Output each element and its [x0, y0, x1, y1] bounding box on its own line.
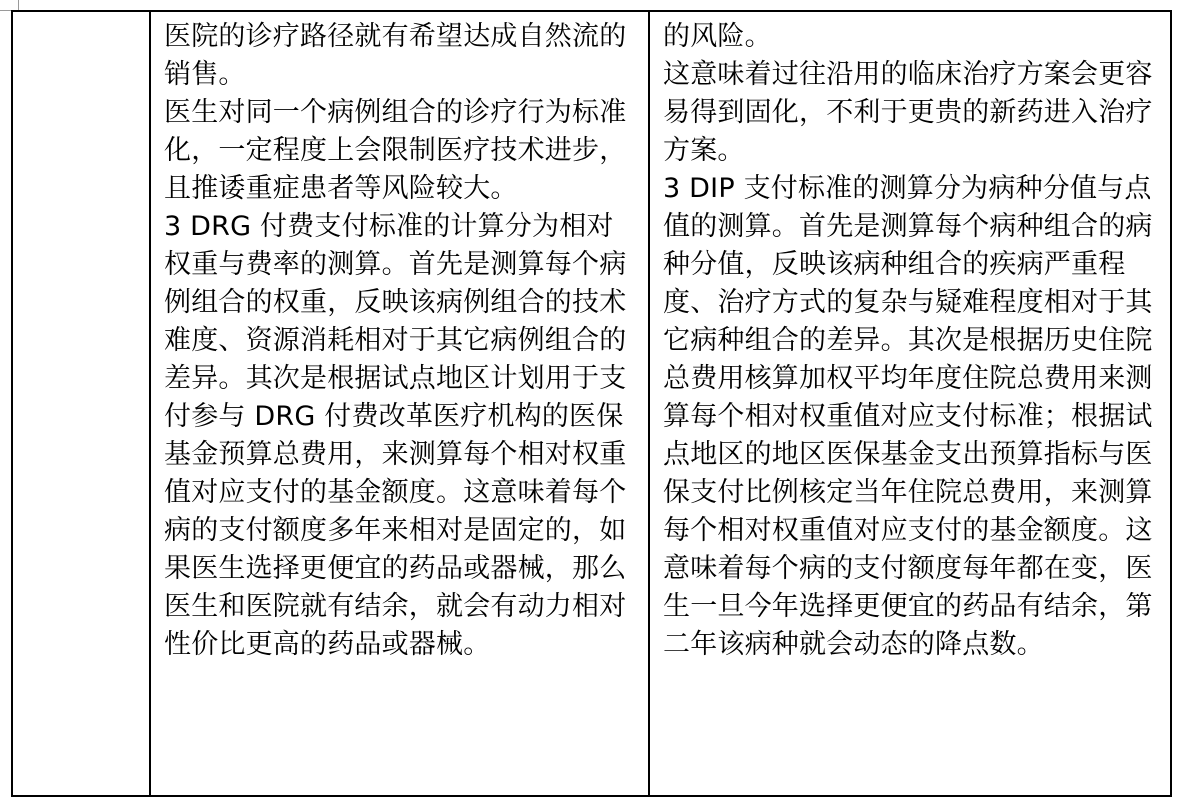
comparison-table: [11, 10, 1172, 797]
table-cell-dip: [649, 11, 1171, 796]
dip-paragraph-1: 的风险。: [663, 21, 772, 52]
table-cell-drg: [150, 11, 649, 796]
drg-paragraph-2: 医生对同一个病例组合的诊疗行为标准化，一定程度上会限制医疗技术进步，且推诿重症患者等风险较大。: [164, 97, 627, 204]
table-cell-empty: [12, 11, 150, 796]
table-row: [12, 11, 1171, 796]
drg-paragraph-3: 3 DRG 付费支付标准的计算分为相对权重与费率的测算。首先是测算每个病例组合的权重，反映该病例组合的技术难度、资源消耗相对于其它病例组合的差异。其次是根据试点地区计划用于支付参与 DRG 付费改革医疗机构的医保基金预算总费用，来测算每个相对权重值对应支付的基金额度。这意味着每个病的支付额度多年来相对是固定的，如果医生选择更便宜的药品或器械，那么医生和医院就有结余，就会有动力相对性价比更高的药品或器械。: [164, 211, 627, 660]
dip-paragraph-2: 这意味着过往沿用的临床治疗方案会更容易得到固化，不利于更贵的新药进入治疗方案。: [663, 59, 1153, 166]
dip-cell-text: [650, 12, 1170, 664]
drg-cell-text: [151, 12, 648, 664]
empty-cell-text: [13, 12, 149, 18]
dip-paragraph-3: 3 DIP 支付标准的测算分为病种分值与点值的测算。首先是测算每个病种组合的病种分值，反映该病种组合的疾病严重程度、治疗方式的复杂与疑难程度相对于其它病种组合的差异。其次是根据历史住院总费用核算加权平均年度住院总费用来测算每个相对权重值对应支付标准；根据试点地区的地区医保基金支出预算指标与医保支付比例核定当年住院总费用，来测算每个相对权重值对应支付的基金额度。这意味着每个病的支付额度每年都在变，医生一旦今年选择更便宜的药品有结余，第二年该病种就会动态的降点数。: [663, 173, 1153, 660]
drg-paragraph-1: 医院的诊疗路径就有希望达成自然流的销售。: [164, 21, 627, 90]
